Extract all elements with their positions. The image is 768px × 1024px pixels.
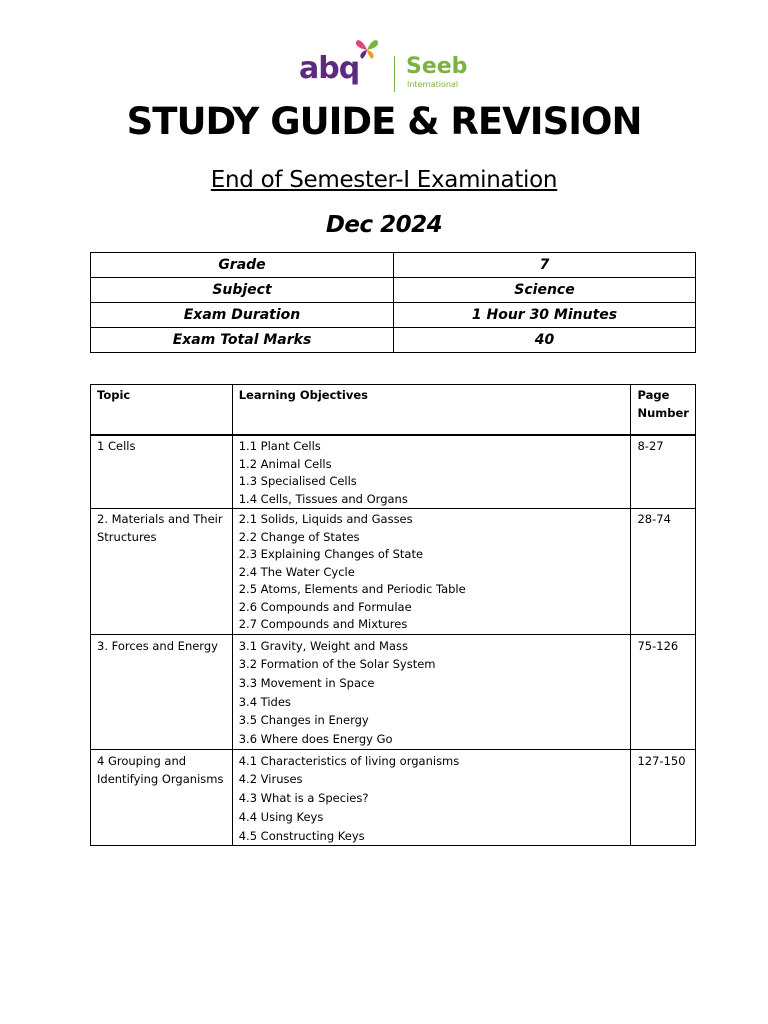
objective-item: 2.6 Compounds and Formulae [238,599,412,614]
objective-item: 4.4 Using Keys [238,809,324,824]
objective-item: 2.7 Compounds and Mixtures [238,617,408,631]
table-row [91,634,696,749]
document-title: STUDY GUIDE & REVISION [126,100,642,143]
header-topic: Topic [91,385,233,436]
objective-item: 2.4 The Water Cycle [238,564,355,579]
objective-item: 2.2 Change of States [238,529,360,544]
objective-item: 2.3 Explaining Changes of State [238,547,424,561]
exam-subtitle: End of Semester-I Examination [210,167,558,193]
info-label: Subject [91,278,394,303]
objective-item: 4.1 Characteristics of living organisms [238,753,460,768]
page-cell: 127-150 [631,749,696,846]
header-page-number: Page Number [631,385,696,436]
info-label: Exam Total Marks [91,328,394,353]
page-cell: 8-27 [631,435,696,509]
logo-divider [394,56,395,92]
objective-item: 3.3 Movement in Space [238,675,375,690]
info-label: Exam Duration [91,303,394,328]
objective-item: 3.2 Formation of the Solar System [238,657,436,672]
objective-item: 2.5 Atoms, Elements and Periodic Table [238,582,466,596]
logo-abq-text: abq [299,51,360,86]
school-logo [296,36,476,96]
info-value: 40 [394,328,696,353]
info-row-grade [91,253,696,278]
info-row-duration [91,303,696,328]
objective-item: 3.1 Gravity, Weight and Mass [238,638,408,653]
topic-cell: 1 Cells [91,435,233,509]
logo-seeb-text: Seeb [406,54,468,79]
objective-item: 3.6 Where does Energy Go [238,732,393,747]
objective-item: 3.4 Tides [238,694,291,709]
objective-item: 1.1 Plant Cells [238,439,321,453]
info-value: 7 [394,253,696,278]
objectives-cell [232,435,631,509]
table-header-row [91,385,696,436]
objectives-cell [232,634,631,749]
table-row [91,509,696,635]
objective-item: 4.2 Viruses [238,772,303,787]
exam-info-table [90,252,696,353]
header-learning-objectives: Learning Objectives [232,385,631,436]
objective-item: 1.2 Animal Cells [238,456,332,471]
exam-date: Dec 2024 [325,212,443,238]
objective-item: 1.3 Specialised Cells [238,474,357,488]
objective-item: 3.5 Changes in Energy [238,713,369,728]
objective-item: 2.1 Solids, Liquids and Gasses [238,512,413,526]
table-row [91,435,696,509]
info-row-subject [91,278,696,303]
topics-table [90,384,696,846]
page-cell: 28-74 [631,509,696,635]
logo-international-text: International [407,80,459,89]
table-row [91,749,696,846]
info-value: 1 Hour 30 Minutes [394,303,696,328]
info-row-total-marks [91,328,696,353]
page-cell: 75-126 [631,634,696,749]
info-value: Science [394,278,696,303]
topic-cell: 2. Materials and Their Structures [91,509,233,635]
objective-item: 4.3 What is a Species? [238,791,369,806]
objectives-cell [232,509,631,635]
info-label: Grade [91,253,394,278]
topic-cell: 3. Forces and Energy [91,634,233,749]
objectives-cell [232,749,631,846]
objective-item: 4.5 Constructing Keys [238,828,365,843]
objective-item: 1.4 Cells, Tissues and Organs [238,491,408,506]
topic-cell: 4 Grouping and Identifying Organisms [91,749,233,846]
